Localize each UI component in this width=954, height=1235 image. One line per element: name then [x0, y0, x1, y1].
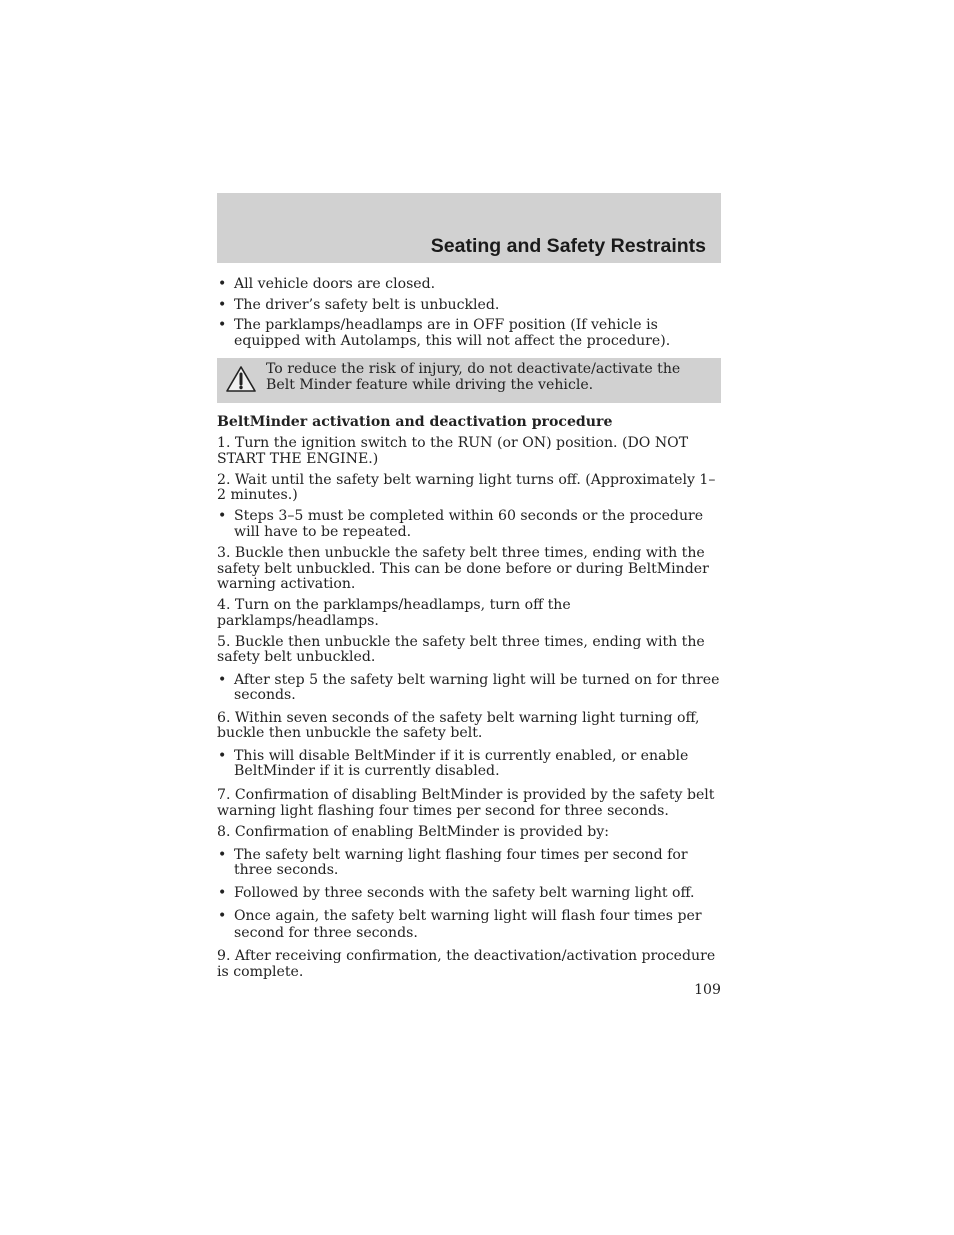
step-6: 6. Within seven seconds of the safety belt warning light turning off, buckle then unbuckle the safety belt. [217, 709, 700, 741]
step-7: 7. Confirmation of disabling BeltMinder is provided by the safety belt warning light flashing four times per second for three seconds. [217, 786, 715, 819]
step-5: 5. Buckle then unbuckle the safety belt three times, ending with the safety belt unbuckled. [217, 633, 705, 665]
step-3: 3. Buckle then unbuckle the safety belt three times, ending with the safety belt unbuckled. This can be done before or during BeltMinder warning activation. [217, 545, 709, 592]
bullet-item [217, 277, 721, 293]
bullet-item [217, 749, 721, 780]
step-2: 2. Wait until the safety belt warning light turns off. (Approximately 1–2 minutes.) [217, 471, 716, 503]
bullet-text: Once again, the safety belt warning light will flash four times per second for three seconds. [234, 908, 702, 941]
bullet-text: This will disable BeltMinder if it is currently enabled, or enable BeltMinder if it is currently disabled. [234, 747, 689, 779]
bullet-text: All vehicle doors are closed. [234, 276, 436, 292]
bullet-item [217, 509, 721, 540]
step-8: 8. Confirmation of enabling BeltMinder is provided by: [217, 824, 610, 840]
section-title: Seating and Safety Restraints [430, 235, 706, 257]
warning-text: To reduce the risk of injury, do not deactivate/activate the Belt Minder feature while driving the vehicle. [266, 361, 681, 393]
bullet-text: After step 5 the safety belt warning light will be turned on for three seconds. [234, 671, 720, 703]
bullet-item [217, 318, 721, 349]
bullet-text: Steps 3–5 must be completed within 60 seconds or the procedure will have to be repeated. [234, 508, 704, 540]
bullet-dot: • [218, 846, 227, 863]
bullet-dot: • [218, 908, 227, 924]
step-4: 4. Turn on the parklamps/headlamps, turn off the parklamps/headlamps. [217, 597, 571, 629]
bullet-item [217, 908, 721, 941]
warning-box [217, 358, 721, 403]
bullet-text: The parklamps/headlamps are in OFF position (If vehicle is equipped with Autolamps, this will not affect the procedure). [234, 317, 671, 349]
bullet-item [217, 298, 721, 314]
bullet-text: Followed by three seconds with the safety belt warning light off. [234, 884, 695, 901]
section-header [217, 193, 721, 263]
bullet-item [217, 886, 721, 902]
bullet-dot: • [218, 276, 227, 292]
bullet-item [217, 673, 721, 704]
bullet-dot: • [218, 671, 227, 688]
page-number: 109 [694, 982, 721, 998]
bullet-text: The driver’s safety belt is unbuckled. [234, 296, 500, 313]
page-content [217, 277, 721, 986]
step-9: 9. After receiving confirmation, the deactivation/activation procedure is complete. [217, 948, 716, 980]
procedure-heading: BeltMinder activation and deactivation procedure [217, 414, 613, 430]
bullet-dot: • [218, 508, 227, 524]
bullet-dot: • [218, 296, 227, 313]
bullet-dot: • [218, 747, 227, 764]
bullet-dot: • [218, 884, 227, 901]
bullet-dot: • [218, 317, 227, 333]
step-1: 1. Turn the ignition switch to the RUN (or ON) position. (DO NOT START THE ENGINE.) [217, 435, 689, 467]
bullet-item [217, 848, 721, 879]
warning-triangle-icon [225, 365, 257, 393]
bullet-text: The safety belt warning light flashing four times per second for three seconds. [234, 846, 688, 878]
